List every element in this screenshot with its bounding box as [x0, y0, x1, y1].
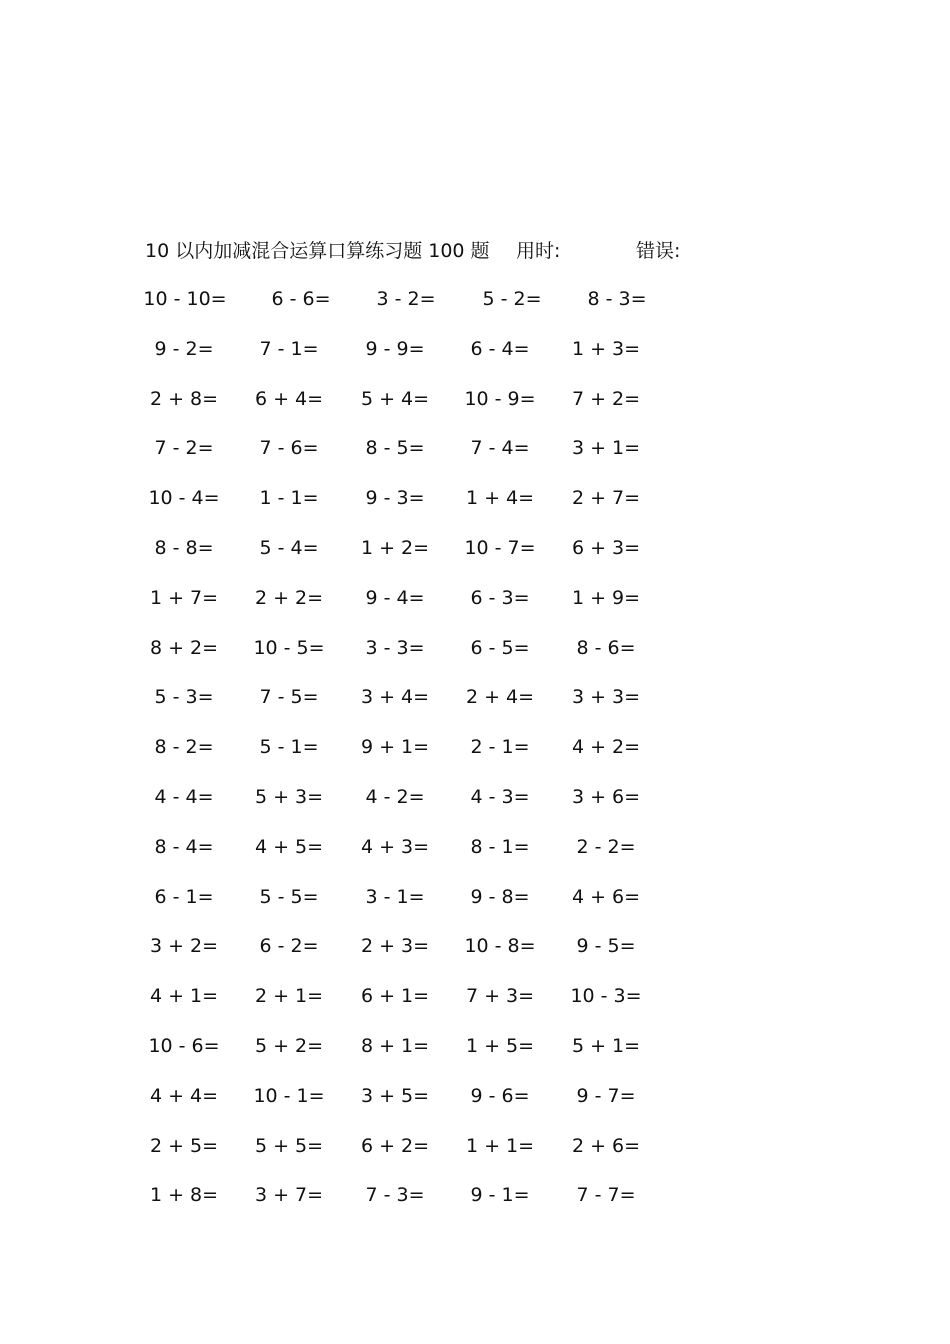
problem-item: 9 + 1=: [360, 736, 430, 759]
problem-item: 6 - 4=: [470, 337, 530, 360]
time-used-label: 用时:: [516, 240, 561, 262]
problem-item: 2 - 2=: [576, 835, 636, 858]
problem-item: 3 - 2=: [376, 288, 436, 310]
problem-item: 9 - 8=: [470, 885, 530, 908]
problem-item: 6 - 3=: [470, 586, 530, 609]
worksheet-title: 10 以内加减混合运算口算练习题 100 题: [145, 240, 490, 262]
problem-item: 9 - 3=: [365, 487, 425, 510]
problem-row: [0, 334, 950, 364]
problem-item: 9 - 6=: [470, 1084, 530, 1107]
problem-item: 10 - 6=: [148, 1035, 220, 1057]
problem-item: 5 + 1=: [571, 1035, 641, 1057]
problem-item: 10 - 1=: [253, 1084, 325, 1107]
problem-item: 5 - 2=: [482, 288, 542, 310]
problem-row: [0, 732, 950, 762]
problem-item: 1 + 5=: [465, 1035, 535, 1057]
problem-item: 10 - 5=: [253, 636, 325, 659]
problem-item: 8 - 8=: [154, 537, 214, 559]
problem-row: [0, 633, 950, 663]
problem-item: 5 - 5=: [259, 885, 319, 908]
problem-item: 7 + 3=: [465, 985, 535, 1008]
problem-item: 9 - 1=: [470, 1184, 530, 1207]
problem-row: [0, 433, 950, 463]
problem-row: [0, 1081, 950, 1111]
problem-item: 1 + 7=: [149, 586, 219, 609]
problem-item: 4 + 6=: [571, 885, 641, 908]
problem-item: 7 - 5=: [259, 686, 319, 709]
problem-item: 4 + 5=: [254, 835, 324, 858]
problem-item: 1 + 4=: [465, 487, 535, 510]
errors-label: 错误:: [636, 240, 681, 262]
problem-item: 8 + 1=: [360, 1035, 430, 1057]
problem-item: 3 - 3=: [365, 636, 425, 659]
problem-item: 2 + 8=: [149, 387, 219, 410]
problem-row: [0, 483, 950, 513]
problem-row: [0, 931, 950, 961]
problem-item: 5 + 5=: [254, 1134, 324, 1157]
problem-item: 6 + 2=: [360, 1134, 430, 1157]
problem-item: 7 + 2=: [571, 387, 641, 410]
problem-item: 2 + 5=: [149, 1134, 219, 1157]
problem-item: 7 - 1=: [259, 337, 319, 360]
problem-item: 7 - 2=: [154, 437, 214, 460]
problem-item: 3 + 6=: [571, 786, 641, 808]
problem-row: [0, 583, 950, 613]
problem-item: 8 - 5=: [365, 437, 425, 460]
problem-item: 6 - 6=: [271, 288, 331, 310]
problem-item: 2 + 4=: [465, 686, 535, 709]
problem-item: 5 + 4=: [360, 387, 430, 410]
problem-item: 9 - 4=: [365, 586, 425, 609]
problem-row: [0, 1180, 950, 1210]
problem-row: [0, 1031, 950, 1061]
problem-item: 8 - 3=: [587, 288, 647, 310]
problem-row: [0, 384, 950, 414]
problem-item: 2 + 6=: [571, 1134, 641, 1157]
problem-item: 2 + 3=: [360, 935, 430, 958]
problem-item: 6 - 5=: [470, 636, 530, 659]
problem-item: 4 - 3=: [470, 786, 530, 808]
problem-item: 8 + 2=: [149, 636, 219, 659]
problem-item: 8 - 1=: [470, 835, 530, 858]
problem-item: 6 + 4=: [254, 387, 324, 410]
problem-item: 8 - 2=: [154, 736, 214, 759]
problem-item: 4 + 1=: [149, 985, 219, 1008]
problem-item: 1 + 9=: [571, 586, 641, 609]
problem-item: 3 + 2=: [149, 935, 219, 958]
problem-item: 9 - 7=: [576, 1084, 636, 1107]
problem-row: [0, 782, 950, 812]
problem-item: 1 - 1=: [259, 487, 319, 510]
problem-item: 10 - 10=: [143, 288, 227, 310]
problem-item: 8 - 4=: [154, 835, 214, 858]
problem-item: 5 - 3=: [154, 686, 214, 709]
problem-item: 6 - 2=: [259, 935, 319, 958]
problem-row: [0, 882, 950, 912]
problem-item: 7 - 7=: [576, 1184, 636, 1207]
problem-item: 2 + 7=: [571, 487, 641, 510]
problem-item: 3 + 5=: [360, 1084, 430, 1107]
problem-item: 10 - 3=: [570, 985, 642, 1008]
problem-item: 8 - 6=: [576, 636, 636, 659]
problem-item: 7 - 3=: [365, 1184, 425, 1207]
problem-item: 1 + 2=: [360, 537, 430, 559]
problem-item: 9 - 2=: [154, 337, 214, 360]
problem-row: [0, 284, 950, 314]
problem-row: [0, 533, 950, 563]
problem-item: 9 - 5=: [576, 935, 636, 958]
problem-item: 5 - 1=: [259, 736, 319, 759]
problem-item: 1 + 1=: [465, 1134, 535, 1157]
problem-item: 10 - 9=: [464, 387, 536, 410]
problem-item: 7 - 4=: [470, 437, 530, 460]
problem-item: 1 + 3=: [571, 337, 641, 360]
problem-row: [0, 981, 950, 1011]
problem-item: 10 - 4=: [148, 487, 220, 510]
problem-item: 6 - 1=: [154, 885, 214, 908]
problem-row: [0, 1131, 950, 1161]
problem-item: 9 - 9=: [365, 337, 425, 360]
problem-item: 3 + 1=: [571, 437, 641, 460]
problem-item: 2 + 2=: [254, 586, 324, 609]
problem-item: 4 + 4=: [149, 1084, 219, 1107]
problem-item: 3 + 7=: [254, 1184, 324, 1207]
problem-item: 5 + 3=: [254, 786, 324, 808]
problem-item: 6 + 1=: [360, 985, 430, 1008]
problem-item: 10 - 8=: [464, 935, 536, 958]
problem-item: 4 + 2=: [571, 736, 641, 759]
problem-item: 2 - 1=: [470, 736, 530, 759]
problem-item: 4 + 3=: [360, 835, 430, 858]
problem-item: 3 - 1=: [365, 885, 425, 908]
problem-item: 2 + 1=: [254, 985, 324, 1008]
problem-item: 7 - 6=: [259, 437, 319, 460]
problem-item: 6 + 3=: [571, 537, 641, 559]
problem-item: 5 + 2=: [254, 1035, 324, 1057]
problem-item: 4 - 4=: [154, 786, 214, 808]
problem-row: [0, 682, 950, 712]
problem-item: 1 + 8=: [149, 1184, 219, 1207]
problem-item: 3 + 3=: [571, 686, 641, 709]
problem-item: 10 - 7=: [464, 537, 536, 559]
problem-item: 4 - 2=: [365, 786, 425, 808]
problem-item: 5 - 4=: [259, 537, 319, 559]
problem-item: 3 + 4=: [360, 686, 430, 709]
problem-row: [0, 832, 950, 862]
